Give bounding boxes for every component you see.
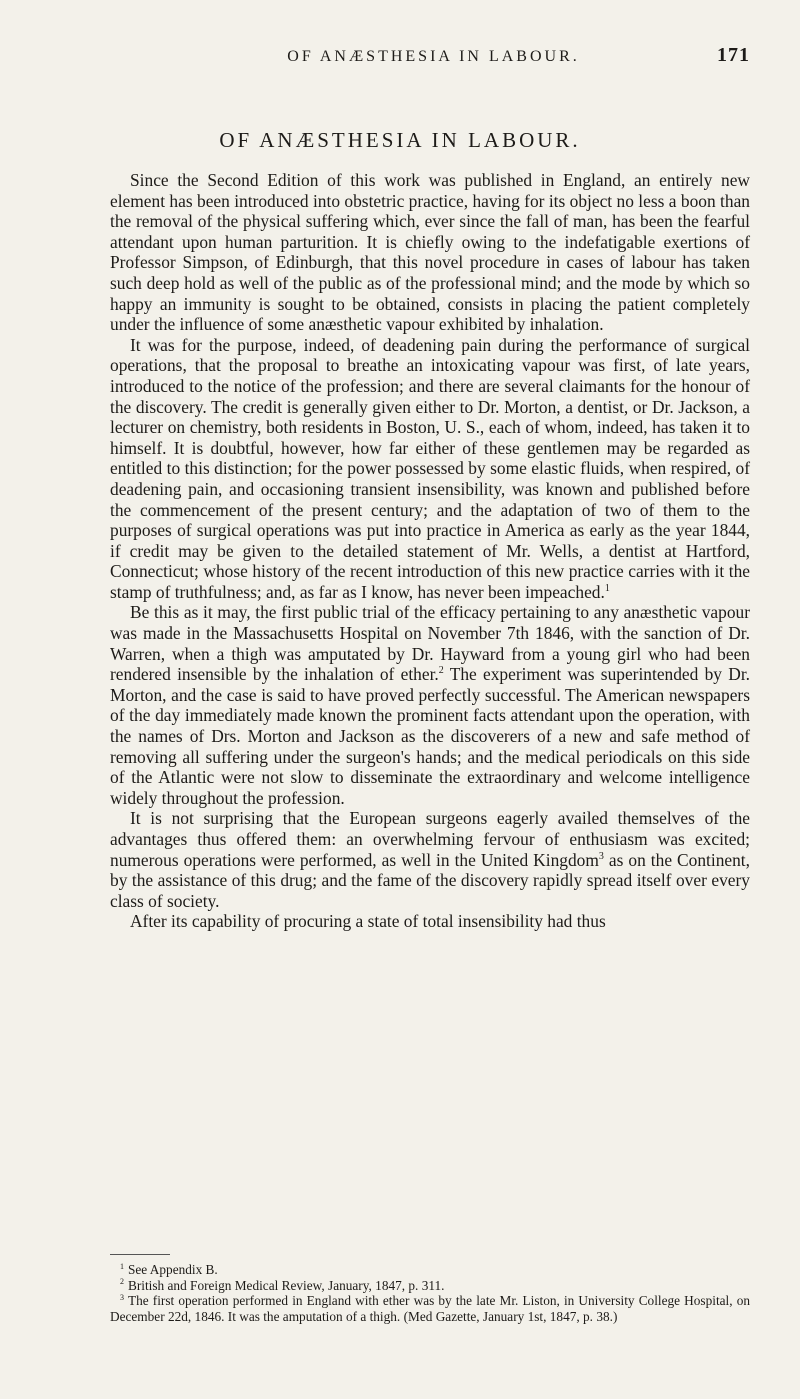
paragraph-4-text-a: It is not surprising that the European surgeons eagerly availed themselves of the advantages thus offered them: an overwhelming fervour of enthusiasm was excited; numerous operations were performed, as well in the United Kingdom [110,808,750,870]
footnote-divider [110,1254,170,1255]
footnote-ref-2: 2 [438,665,444,677]
chapter-title: OF ANÆSTHESIA IN LABOUR. [219,128,581,152]
paragraph-2 [110,335,750,603]
footnote-2-text: British and Foreign Medical Review, January, 1847, p. 311. [128,1277,445,1293]
footnotes [110,1262,750,1324]
footnote-2 [110,1278,750,1294]
paragraph-2-text: It was for the purpose, indeed, of deadening pain during the performance of surgical operations, that the proposal to breathe an intoxicating vapour was first, of late years, introduced to the notice of the profession; and there are several claimants for the honour of the discovery. The credit is generally given either to Dr. Morton, a dentist, or Dr. Jackson, a lecturer on chemistry, both residents in Boston, U. S., each of whom, indeed, has taken it to himself. It is doubtful, however, how far either of these gentlemen may be regarded as entitled to this distinction; for the power possessed by some elastic fluids, when respired, of deadening pain, and occasioning transient insensibility, was known and published before the commencement of the present century; and the adaptation of two of them to the purposes of surgical operations was put into practice in America as early as the year 1844, if credit may be given to the detailed statement of Mr. Wells, a dentist at Hartford, Connecticut; whose history of the recent introduction of this new practice carries with it the stamp of truthfulness; and, as far as I know, has never been impeached. [110,334,750,602]
footnote-1 [110,1262,750,1278]
paragraph-3-text-a: Be this as it may, the first public trial of the efficacy pertaining to any anæsthetic vapour was made in the Massachusetts Hospital on November 7th 1846, with the sanction of Dr. Warren, when a thigh was amputated by Dr. Hayward from a young girl who had been rendered insensible by the inhalation of ether. [110,602,750,685]
paragraph-4 [110,808,750,911]
paragraph-3-text-b: The experiment was superintended by Dr. Morton, and the case is said to have proved perfectly successful. The American newspapers of the day immediately made known the prominent facts attendant upon the operation, with the names of Drs. Morton and Jackson as the discoverers of a new and safe method of removing all suffering under the surgeon's hands; and the medical periodicals on this side of the Atlantic were not slow to disseminate the extraordinary and welcome intelligence widely throughout the profession. [110,664,750,808]
running-head [110,44,750,67]
paragraph-4-text-b: as on the Continent, by the assistance of this drug; and the fame of the discovery rapidly spread itself over every class of society. [110,849,750,911]
footnote-ref-1: 1 [604,583,610,595]
footnote-3 [110,1293,750,1324]
running-title: OF ANÆSTHESIA IN LABOUR. [287,48,580,65]
footnote-1-text: See Appendix B. [128,1262,218,1277]
footnote-2-mark: 2 [120,1277,124,1287]
paragraph-3 [110,602,750,808]
paragraph-5 [110,911,750,932]
paragraph-1 [110,170,750,335]
paragraph-5-text: After its capability of procuring a state of total insensibility had thus [130,911,606,932]
footnote-ref-3: 3 [598,850,604,862]
body-text [110,170,750,932]
footnote-3-mark: 3 [120,1292,124,1302]
paragraph-1-text: Since the Second Edition of this work was published in England, an entirely new element has been introduced into obstetric practice, having for its object no less a boon than the removal of the physical suffering which, ever since the fall of man, has been the fearful attendant upon human parturition. It is chiefly owing to the indefatigable exertions of Professor Simpson, of Edinburgh, that this novel procedure in cases of labour has taken such deep hold as well of the public as of the professional mind; and the mode by which so happy an immunity is sought to be obtained, consists in placing the patient completely under the influence of some anæsthetic vapour exhibited by inhalation. [110,170,750,335]
page-number: 171 [717,44,750,66]
footnote-3-text: The first operation performed in England with ether was by the late Mr. Liston, in University College Hospital, on December 22d, 1846. It was the amputation of a thigh. (Med Gazette, January 1st, 1847, p. 38.) [110,1293,750,1324]
footnote-1-mark: 1 [120,1261,124,1271]
